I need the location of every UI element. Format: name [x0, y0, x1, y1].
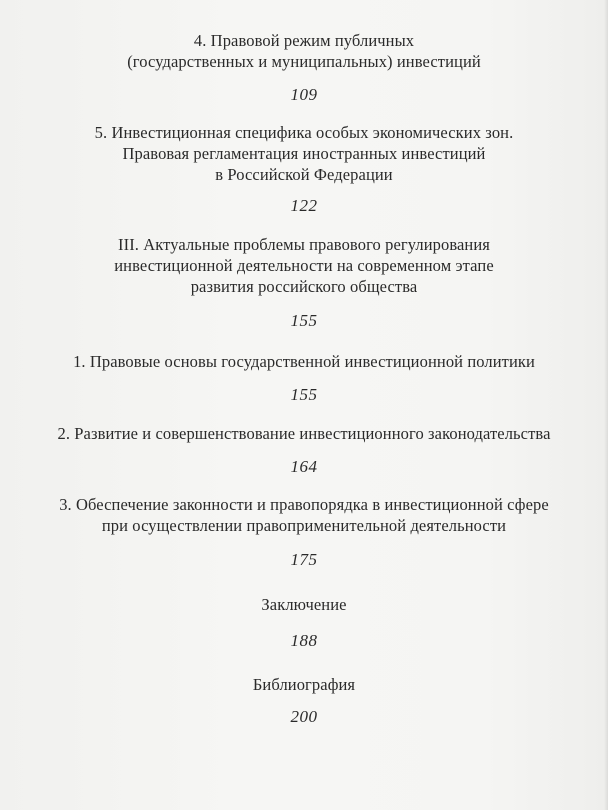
toc-entry-state-investment-policy [0, 351, 608, 372]
toc-page-number: 155 [290, 385, 318, 404]
toc-entry-special-economic-zones [0, 122, 608, 185]
toc-entry-public-investments [0, 30, 608, 72]
toc-page-number: 155 [290, 311, 318, 330]
toc-entry-title-line: Библиография [252, 675, 356, 694]
toc-entry-title-line: 2. Развитие и совершенствование инвестиционного законодательства [57, 424, 551, 443]
toc-entry-part-three [0, 234, 608, 297]
toc-entry-bibliography [0, 674, 608, 695]
page-edge-shadow [604, 0, 608, 810]
toc-entry-legality-enforcement [0, 494, 608, 536]
toc-entry-title-line: 5. Инвестиционная специфика особых экономических зон. [94, 123, 514, 142]
toc-page-number: 200 [290, 707, 318, 726]
toc-entry-title-line: (государственных и муниципальных) инвестиций [127, 52, 481, 71]
toc-entry-title-line: инвестиционной деятельности на современном этапе [114, 256, 494, 275]
toc-entry-title-line: III. Актуальные проблемы правового регулирования [118, 235, 490, 254]
toc-entry-title-line: Заключение [261, 595, 347, 614]
toc-entry-legislation-development [0, 423, 608, 444]
toc-entry-title-line: при осуществлении правоприменительной деятельности [101, 516, 507, 535]
toc-page-number: 164 [290, 457, 318, 476]
toc-page-number: 175 [290, 550, 318, 569]
toc-page-number: 122 [290, 196, 318, 215]
toc-entry-title-line: Правовая регламентация иностранных инвестиций [122, 144, 486, 163]
toc-entry-conclusion [0, 594, 608, 615]
toc-page-number: 188 [290, 631, 318, 650]
toc-entry-title-line: 4. Правовой режим публичных [193, 31, 415, 50]
toc-entry-title-line: 1. Правовые основы государственной инвестиционной политики [73, 352, 535, 371]
toc-entry-title-line: 3. Обеспечение законности и правопорядка в инвестиционной сфере [59, 495, 549, 514]
toc-page-number: 109 [290, 85, 318, 104]
toc-entry-title-line: развития российского общества [190, 277, 418, 296]
toc-entry-title-line: в Российской Федерации [215, 165, 393, 184]
